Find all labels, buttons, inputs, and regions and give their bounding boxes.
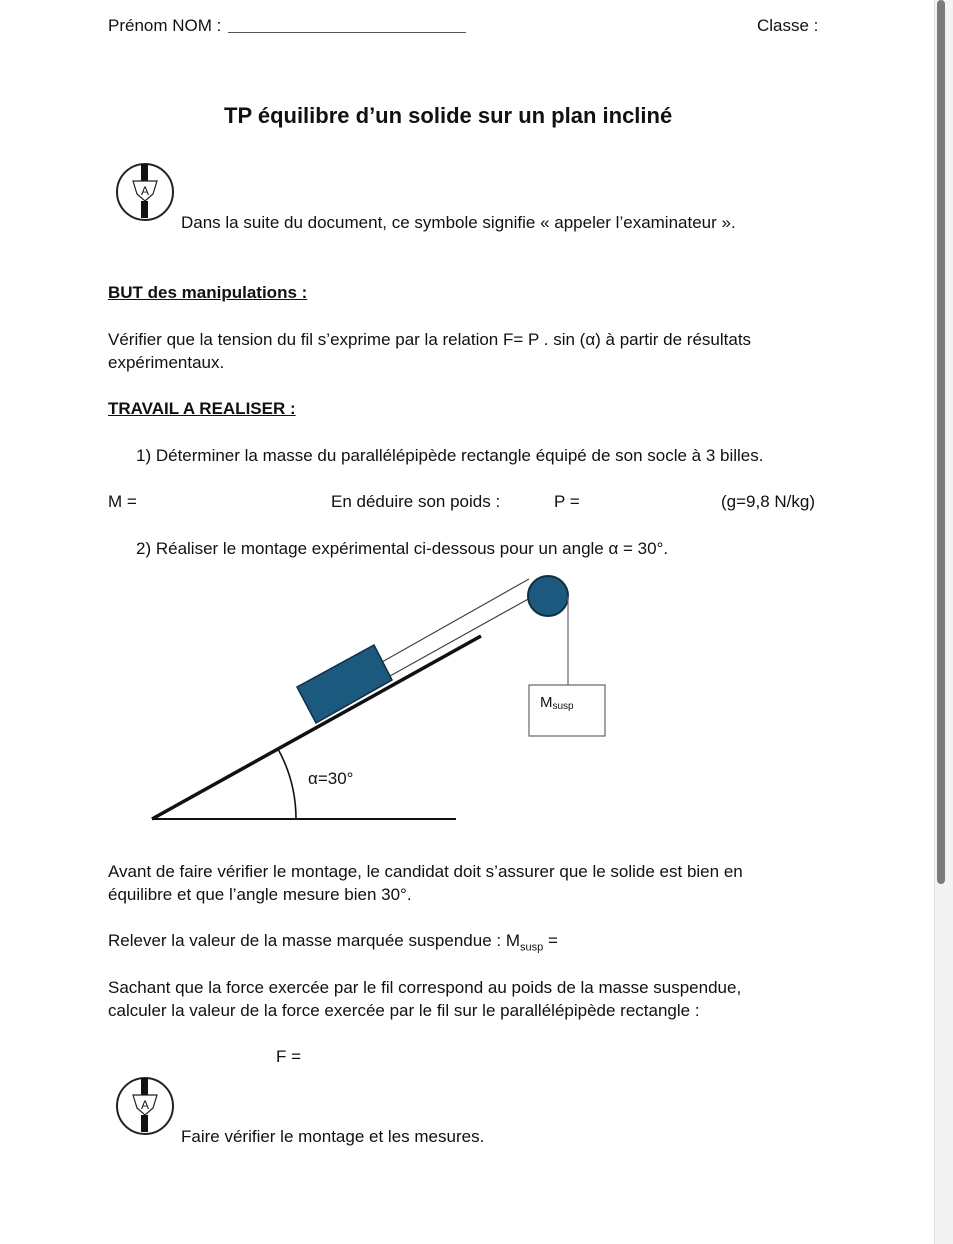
mass-label: M = — [108, 492, 137, 511]
force-label: F = — [276, 1047, 302, 1066]
check-text-line2: équilibre et que l’angle mesure bien 30°. — [108, 885, 412, 904]
gravity-note: (g=9,8 N/kg) — [721, 492, 816, 511]
inclined-plane — [152, 636, 481, 819]
inclined-plane-diagram — [140, 568, 620, 830]
suspended-mass-label: Msusp — [540, 694, 574, 712]
icon-letter: A — [140, 184, 150, 198]
scrollbar-thumb[interactable] — [937, 0, 945, 884]
force-text-line2: calculer la valeur de la force exercée par le fil sur le parallélépipède rectangle : — [108, 1001, 700, 1020]
examiner-symbol-note: Dans la suite du document, ce symbole signifie « appeler l’examinateur ». — [181, 213, 736, 232]
pulley-icon — [528, 576, 568, 616]
call-examiner-icon — [115, 162, 175, 222]
goal-text-line1: Vérifier que la tension du fil s’exprime par la relation F= P . sin (α) à partir de résultats — [108, 330, 752, 349]
weight-label: P = — [554, 492, 580, 511]
work-heading: TRAVAIL A REALISER : — [108, 399, 296, 418]
weight-prompt: En déduire son poids : — [331, 492, 501, 511]
page-title: TP équilibre d’un solide sur un plan incliné — [224, 103, 673, 128]
call-examiner-icon — [115, 1076, 175, 1136]
goal-heading: BUT des manipulations : — [108, 283, 308, 302]
final-check-note: Faire vérifier le montage et les mesures. — [181, 1127, 485, 1146]
force-text-line1: Sachant que la force exercée par le fil correspond au poids de la masse suspendue, — [108, 978, 742, 997]
step-2: 2) Réaliser le montage expérimental ci-dessous pour un angle α = 30°. — [136, 539, 669, 558]
suspended-mass-prompt: Relever la valeur de la masse marquée suspendue : $M_{susp}$ = — [108, 931, 558, 954]
class-label: Classe : — [757, 16, 819, 35]
step-1: 1) Déterminer la masse du parallélépipède rectangle équipé de son socle à 3 billes. — [136, 446, 764, 465]
name-label: Prénom NOM : — [108, 16, 222, 35]
angle-arc — [278, 749, 296, 819]
angle-label: α=30° — [308, 769, 354, 788]
goal-text-line2: expérimentaux. — [108, 353, 225, 372]
check-text-line1: Avant de faire vérifier le montage, le candidat doit s’assurer que le solide est bien en — [108, 862, 743, 881]
icon-letter: A — [140, 1098, 150, 1112]
string-lower — [390, 588, 548, 676]
name-underline — [228, 32, 466, 33]
